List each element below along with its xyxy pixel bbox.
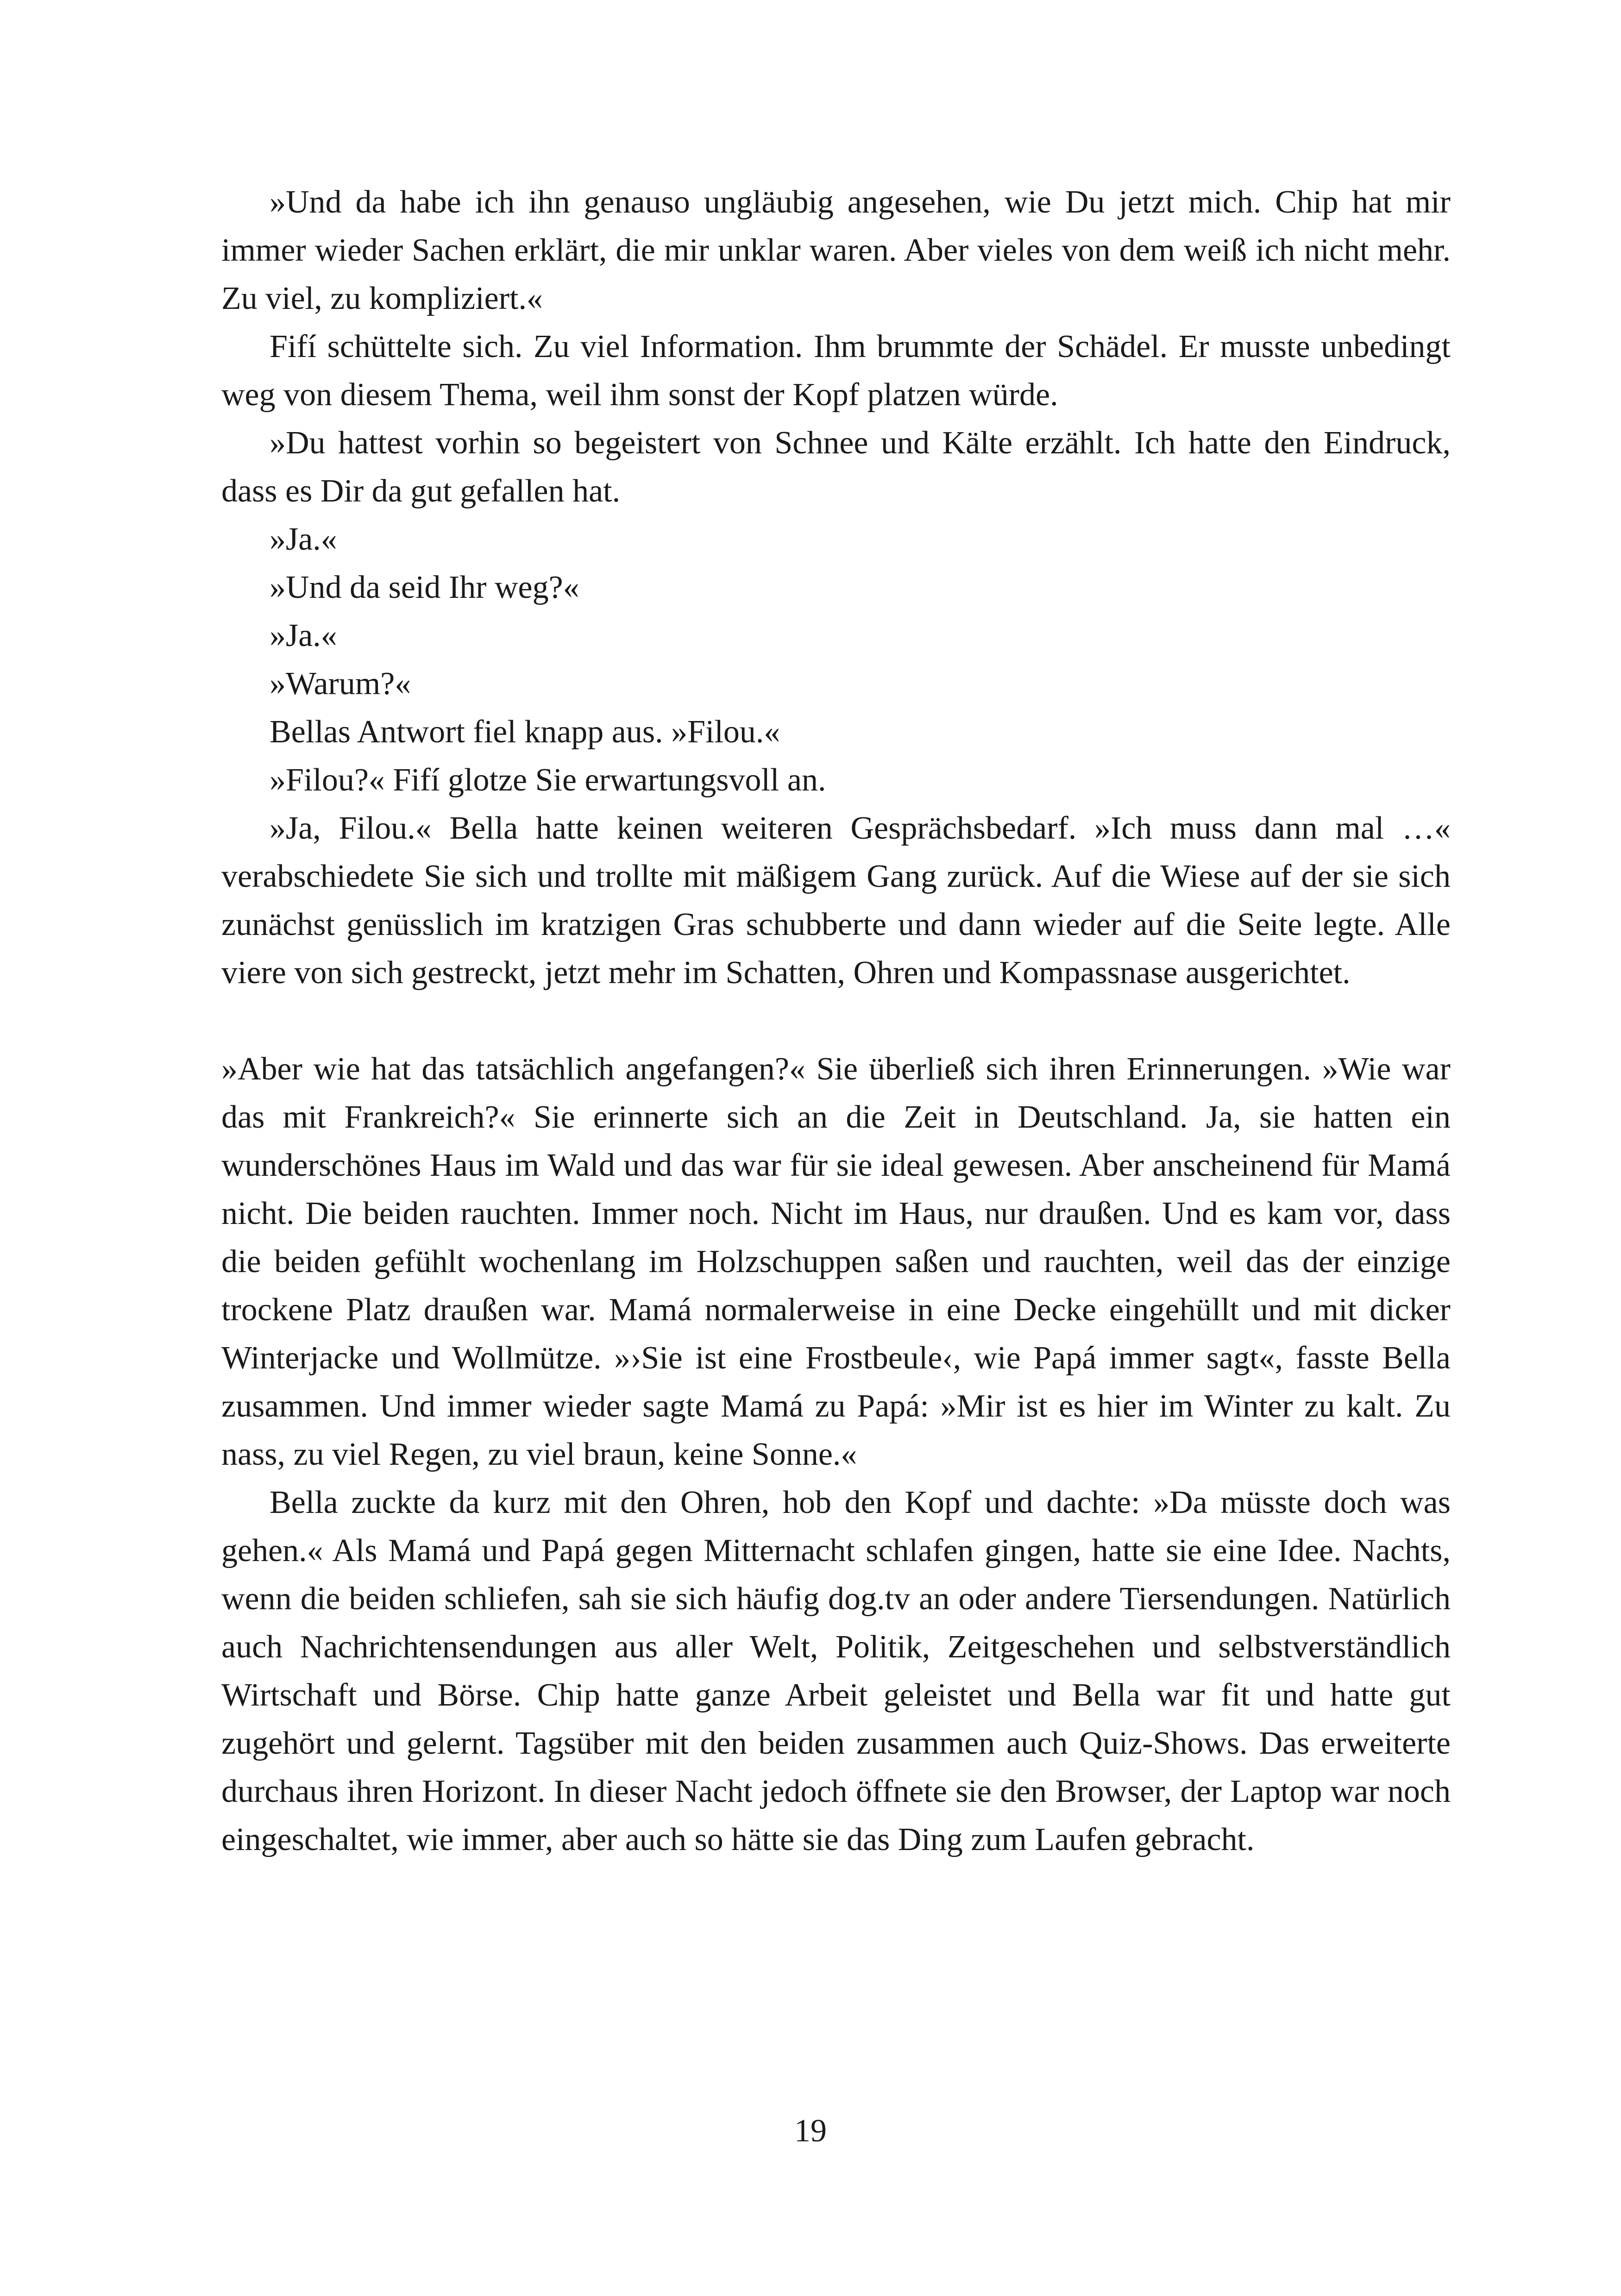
section-break — [221, 997, 1451, 1045]
paragraph: »Ja.« — [270, 618, 337, 653]
paragraph: »Und da seid Ihr weg?« — [270, 570, 579, 605]
paragraph: »Du hattest vorhin so begeistert von Schnee und Kälte erzählt. Ich hatte den Eindruck, dass es Dir da gut gefallen hat. — [221, 425, 1451, 509]
page-number: 19 — [794, 2113, 827, 2149]
paragraph: »Warum?« — [270, 666, 411, 702]
paragraph: »Aber wie hat das tatsächlich angefangen?« Sie überließ sich ihren Erinnerungen. »Wie war das mit Frankreich?« Sie erinnerte sich an die Zeit in Deutschland. Ja, sie hatten ein wunderschönes Haus im Wald und das war für sie ideal gewesen. Aber anscheinend für Mamá nicht. Die beiden rauchten. Immer noch. Nicht im Haus, nur draußen. Und es kam vor, dass die beiden gefühlt wochenlang im Holzschuppen saßen und rauchten, weil das der einzige trockene Platz draußen war. Mamá normalerweise in eine Decke eingehüllt und mit dicker Winterjacke und Wollmütze. »›Sie ist eine Frostbeule‹, wie Papá immer sagt«, fasste Bella zusammen. Und immer wieder sagte Mamá zu Papá: »Mir ist es hier im Winter zu kalt. Zu nass, zu viel Regen, zu viel braun, keine Sonne.« — [221, 1051, 1451, 1472]
paragraph: Fifí schüttelte sich. Zu viel Information. Ihm brummte der Schädel. Er musste unbedingt weg von diesem Thema, weil ihm sonst der Kopf platzen würde. — [221, 329, 1451, 413]
paragraph: Bella zuckte da kurz mit den Ohren, hob den Kopf und dachte: »Da müsste doch was gehen.« Als Mamá und Papá gegen Mitternacht schlafen gingen, hatte sie eine Idee. Nachts, wenn die beiden schliefen, sah sie sich häufig dog.tv an oder andere Tiersendungen. Natürlich auch Nachrichtensendungen aus aller Welt, Politik, Zeitgeschehen und selbstverständlich Wirtschaft und Börse. Chip hatte ganze Arbeit geleistet und Bella war fit und hatte gut zugehört und gelernt. Tagsüber mit den beiden zusammen auch Quiz-Shows. Das erweiterte durchaus ihren Horizont. In dieser Nacht jedoch öffnete sie den Browser, der Laptop war noch eingeschaltet, wie immer, aber auch so hätte sie das Ding zum Laufen gebracht. — [221, 1485, 1451, 1857]
paragraph: »Ja, Filou.« Bella hatte keinen weiteren Gesprächsbedarf. »Ich muss dann mal …« verabschiedete Sie sich und trollte mit mäßigem Gang zurück. Auf die Wiese auf der sie sich zunächst genüsslich im kratzigen Gras schubberte und dann wieder auf die Seite legte. Alle viere von sich gestreckt, jetzt mehr im Schatten, Ohren und Kompassnase ausgerichtet. — [221, 810, 1451, 991]
paragraph: »Filou?« Fifí glotze Sie erwartungsvoll an. — [270, 762, 826, 798]
book-page-text — [221, 178, 1451, 1864]
paragraph: »Und da habe ich ihn genauso ungläubig angesehen, wie Du jetzt mich. Chip hat mir immer wieder Sachen erklärt, die mir unklar waren. Aber vieles von dem weiß ich nicht mehr. Zu viel, zu kompliziert.« — [221, 184, 1451, 316]
paragraph: Bellas Antwort fiel knapp aus. »Filou.« — [270, 714, 780, 750]
paragraph: »Ja.« — [270, 521, 337, 557]
